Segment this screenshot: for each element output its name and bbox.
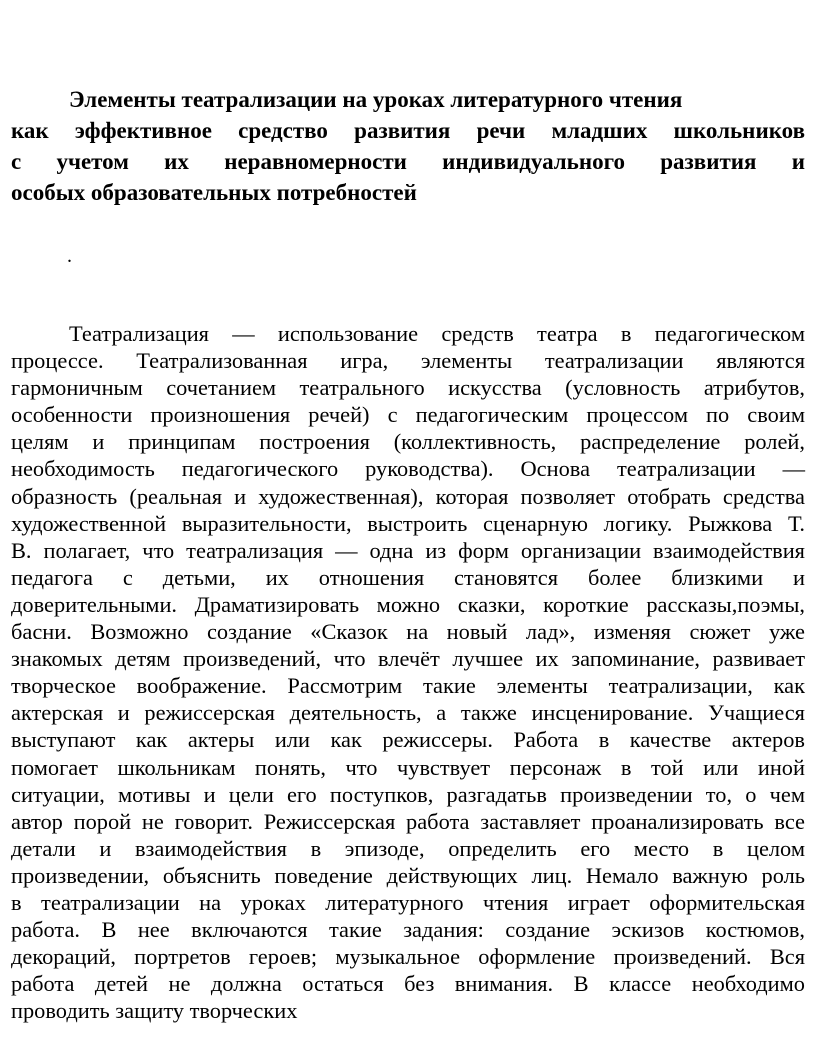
body-line: работа. В нее включаются такие задания: создание эскизов костюмов, (11, 917, 805, 943)
body-line: произведении, объяснить поведение действующих лиц. Немало важную роль (11, 862, 805, 888)
body-line: особенности произношения речей) с педагогическим процессом по своим (11, 402, 805, 428)
body-line: в театрализации на уроках литературного чтения играет оформительская (11, 889, 805, 915)
body-paragraph (11, 320, 805, 1024)
body-line: художественной выразительности, выстроить сценарную логику. Рыжкова Т. (11, 510, 805, 536)
title-line: как эффективное средство развития речи младших школьников (11, 118, 805, 143)
title-line: особых образовательных потребностей (11, 180, 417, 205)
body-line: проводить защиту творческих (11, 998, 298, 1024)
document-title (11, 84, 805, 208)
title-line: Элементы театрализации на уроках литературного чтения (69, 87, 683, 112)
body-line: образность (реальная и художественная), которая позволяет отобрать средства (11, 483, 805, 509)
body-line: Театрализация — использование средств театра в педагогическом (69, 321, 805, 346)
body-line: гармоничным сочетанием театрального искусства (условность атрибутов, (11, 375, 805, 401)
body-line: В. полагает, что театрализация — одна из форм организации взаимодействия (11, 537, 805, 563)
body-line: ситуации, мотивы и цели его поступков, разгадатьв произведении то, о чем (11, 781, 805, 807)
body-line: басни. Возможно создание «Сказок на новый лад», изменяя сюжет уже (11, 619, 805, 645)
body-line: работа детей не должна остаться без внимания. В классе необходимо (11, 971, 805, 997)
separator-dot: . (67, 245, 72, 267)
body-line: целям и принципам построения (коллективность, распределение ролей, (11, 429, 805, 455)
body-line: помогает школьникам понять, что чувствует персонаж в той или иной (11, 754, 805, 780)
body-line: декораций, портретов героев; музыкальное оформление произведений. Вся (11, 944, 805, 970)
body-line: педагога с детьми, их отношения становятся более близкими и (11, 564, 805, 590)
body-line: автор порой не говорит. Режиссерская работа заставляет проанализировать все (11, 808, 805, 834)
body-line: процессе. Театрализованная игра, элементы театрализации являются (11, 348, 805, 374)
body-line: детали и взаимодействия в эпизоде, определить его место в целом (11, 835, 805, 861)
body-line: творческое воображение. Рассмотрим такие элементы театрализации, как (11, 673, 805, 699)
body-line: выступают как актеры или как режиссеры. Работа в качестве актеров (11, 727, 805, 753)
title-line: с учетом их неравномерности индивидуального развития и (11, 149, 805, 174)
body-line: знакомых детям произведений, что влечёт лучшее их запоминание, развивает (11, 646, 805, 672)
body-line: доверительными. Драматизировать можно сказки, короткие рассказы,поэмы, (11, 591, 805, 617)
body-line: необходимость педагогического руководства). Основа театрализации — (11, 456, 805, 482)
body-line: актерская и режиссерская деятельность, а также инсценирование. Учащиеся (11, 700, 805, 726)
